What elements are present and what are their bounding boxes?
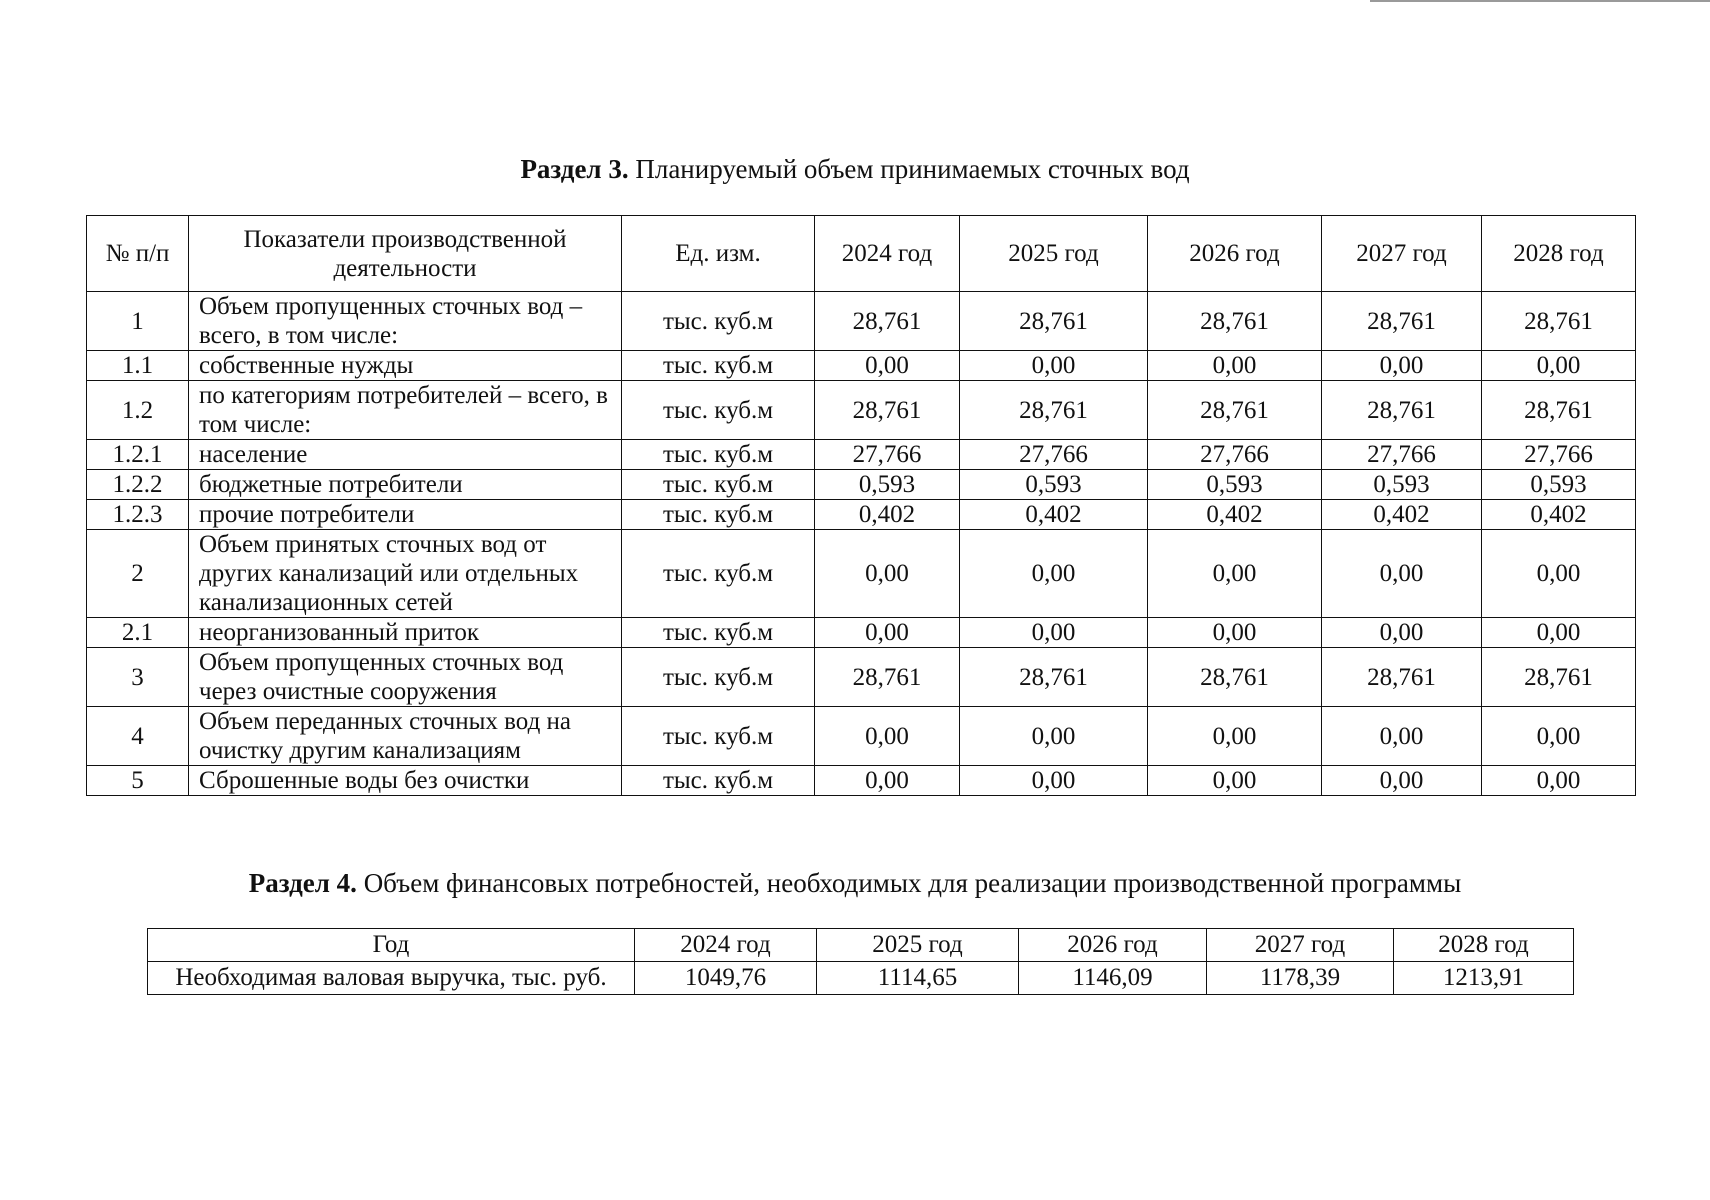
column-header: 2027 год — [1322, 216, 1482, 292]
indicator-name: Объем пропущенных сточных вод – всего, в том числе: — [189, 292, 622, 351]
value-cell: 0,00 — [815, 618, 960, 648]
table-row — [87, 292, 1636, 351]
row-number: 1.1 — [87, 351, 189, 381]
unit-cell: тыс. куб.м — [622, 351, 815, 381]
section3-title-text: Планируемый объем принимаемых сточных вод — [628, 154, 1190, 184]
value-cell: 1178,39 — [1207, 962, 1394, 995]
row-number: 2.1 — [87, 618, 189, 648]
row-label: Необходимая валовая выручка, тыс. руб. — [148, 962, 635, 995]
table-row — [87, 766, 1636, 796]
value-cell: 27,766 — [815, 440, 960, 470]
column-header: 2028 год — [1394, 929, 1574, 962]
row-number: 1.2.3 — [87, 500, 189, 530]
table-row — [87, 500, 1636, 530]
row-number: 1 — [87, 292, 189, 351]
table-header-row — [148, 929, 1574, 962]
value-cell: 1049,76 — [635, 962, 817, 995]
value-cell: 0,593 — [815, 470, 960, 500]
value-cell: 0,00 — [1482, 766, 1636, 796]
value-cell: 0,402 — [1482, 500, 1636, 530]
value-cell: 28,761 — [815, 381, 960, 440]
section3-title — [0, 153, 1710, 185]
value-cell: 0,00 — [960, 707, 1148, 766]
value-cell: 28,761 — [1148, 648, 1322, 707]
section4-title — [0, 867, 1710, 899]
column-header: Ед. изм. — [622, 216, 815, 292]
row-number: 5 — [87, 766, 189, 796]
value-cell: 28,761 — [1148, 292, 1322, 351]
column-header: Год — [148, 929, 635, 962]
value-cell: 0,00 — [1322, 707, 1482, 766]
unit-cell: тыс. куб.м — [622, 440, 815, 470]
value-cell: 27,766 — [1322, 440, 1482, 470]
value-cell: 0,00 — [960, 351, 1148, 381]
value-cell: 28,761 — [960, 648, 1148, 707]
value-cell: 0,402 — [1148, 500, 1322, 530]
value-cell: 0,00 — [1322, 766, 1482, 796]
value-cell: 28,761 — [815, 292, 960, 351]
indicator-name: Объем переданных сточных вод на очистку другим канализациям — [189, 707, 622, 766]
column-header: № п/п — [87, 216, 189, 292]
value-cell: 0,00 — [815, 351, 960, 381]
indicator-name: по категориям потребителей – всего, в том числе: — [189, 381, 622, 440]
section3-title-bold: Раздел 3. — [520, 154, 629, 184]
value-cell: 28,761 — [1322, 292, 1482, 351]
value-cell: 0,00 — [815, 707, 960, 766]
value-cell: 0,00 — [1482, 530, 1636, 618]
value-cell: 0,00 — [1148, 351, 1322, 381]
value-cell: 0,00 — [1322, 530, 1482, 618]
table-header-row — [87, 216, 1636, 292]
row-number: 1.2.2 — [87, 470, 189, 500]
table-row — [87, 470, 1636, 500]
column-header: 2027 год — [1207, 929, 1394, 962]
value-cell: 27,766 — [960, 440, 1148, 470]
column-header: 2024 год — [815, 216, 960, 292]
unit-cell: тыс. куб.м — [622, 766, 815, 796]
table-row — [87, 618, 1636, 648]
value-cell: 0,00 — [1148, 707, 1322, 766]
value-cell: 1114,65 — [817, 962, 1019, 995]
row-number: 1.2 — [87, 381, 189, 440]
unit-cell: тыс. куб.м — [622, 500, 815, 530]
value-cell: 27,766 — [1148, 440, 1322, 470]
row-number: 3 — [87, 648, 189, 707]
row-number: 1.2.1 — [87, 440, 189, 470]
value-cell: 0,00 — [815, 766, 960, 796]
value-cell: 28,761 — [1482, 292, 1636, 351]
table-row — [87, 440, 1636, 470]
value-cell: 0,593 — [1322, 470, 1482, 500]
value-cell: 0,00 — [960, 766, 1148, 796]
unit-cell: тыс. куб.м — [622, 707, 815, 766]
section4-title-bold: Раздел 4. — [248, 868, 357, 898]
value-cell: 0,00 — [1482, 618, 1636, 648]
value-cell: 1146,09 — [1019, 962, 1207, 995]
value-cell: 0,00 — [960, 530, 1148, 618]
column-header: 2025 год — [960, 216, 1148, 292]
value-cell: 28,761 — [1482, 648, 1636, 707]
section4-title-text: Объем финансовых потребностей, необходимых для реализации производственной программы — [356, 868, 1462, 898]
indicator-name: неорганизованный приток — [189, 618, 622, 648]
section3-table — [86, 215, 1636, 796]
value-cell: 0,00 — [1482, 707, 1636, 766]
value-cell: 28,761 — [1482, 381, 1636, 440]
value-cell: 0,00 — [960, 618, 1148, 648]
value-cell: 0,593 — [960, 470, 1148, 500]
page-edge-line — [1370, 0, 1710, 2]
value-cell: 0,593 — [1148, 470, 1322, 500]
column-header: 2026 год — [1019, 929, 1207, 962]
indicator-name: население — [189, 440, 622, 470]
unit-cell: тыс. куб.м — [622, 648, 815, 707]
column-header: 2025 год — [817, 929, 1019, 962]
table-row — [87, 530, 1636, 618]
table-row — [87, 351, 1636, 381]
value-cell: 28,761 — [1322, 381, 1482, 440]
value-cell: 0,402 — [1322, 500, 1482, 530]
value-cell: 0,00 — [1148, 766, 1322, 796]
value-cell: 0,593 — [1482, 470, 1636, 500]
value-cell: 28,761 — [1322, 648, 1482, 707]
indicator-name: Объем пропущенных сточных вод через очистные сооружения — [189, 648, 622, 707]
table-row — [87, 648, 1636, 707]
unit-cell: тыс. куб.м — [622, 530, 815, 618]
value-cell: 0,00 — [1322, 618, 1482, 648]
value-cell: 0,402 — [815, 500, 960, 530]
value-cell: 0,00 — [1148, 618, 1322, 648]
table-row — [87, 381, 1636, 440]
value-cell: 0,402 — [960, 500, 1148, 530]
value-cell: 28,761 — [1148, 381, 1322, 440]
table-row — [148, 962, 1574, 995]
value-cell: 0,00 — [1148, 530, 1322, 618]
indicator-name: бюджетные потребители — [189, 470, 622, 500]
value-cell: 0,00 — [815, 530, 960, 618]
column-header: 2026 год — [1148, 216, 1322, 292]
value-cell: 0,00 — [1322, 351, 1482, 381]
section4-table — [147, 928, 1574, 995]
row-number: 2 — [87, 530, 189, 618]
unit-cell: тыс. куб.м — [622, 381, 815, 440]
table-row — [87, 707, 1636, 766]
indicator-name: Сброшенные воды без очистки — [189, 766, 622, 796]
column-header: 2028 год — [1482, 216, 1636, 292]
indicator-name: прочие потребители — [189, 500, 622, 530]
value-cell: 28,761 — [815, 648, 960, 707]
indicator-name: собственные нужды — [189, 351, 622, 381]
value-cell: 28,761 — [960, 292, 1148, 351]
value-cell: 1213,91 — [1394, 962, 1574, 995]
unit-cell: тыс. куб.м — [622, 292, 815, 351]
column-header: 2024 год — [635, 929, 817, 962]
column-header: Показатели производственной деятельности — [189, 216, 622, 292]
value-cell: 27,766 — [1482, 440, 1636, 470]
unit-cell: тыс. куб.м — [622, 618, 815, 648]
indicator-name: Объем принятых сточных вод от других канализаций или отдельных канализационных сетей — [189, 530, 622, 618]
unit-cell: тыс. куб.м — [622, 470, 815, 500]
row-number: 4 — [87, 707, 189, 766]
value-cell: 28,761 — [960, 381, 1148, 440]
value-cell: 0,00 — [1482, 351, 1636, 381]
